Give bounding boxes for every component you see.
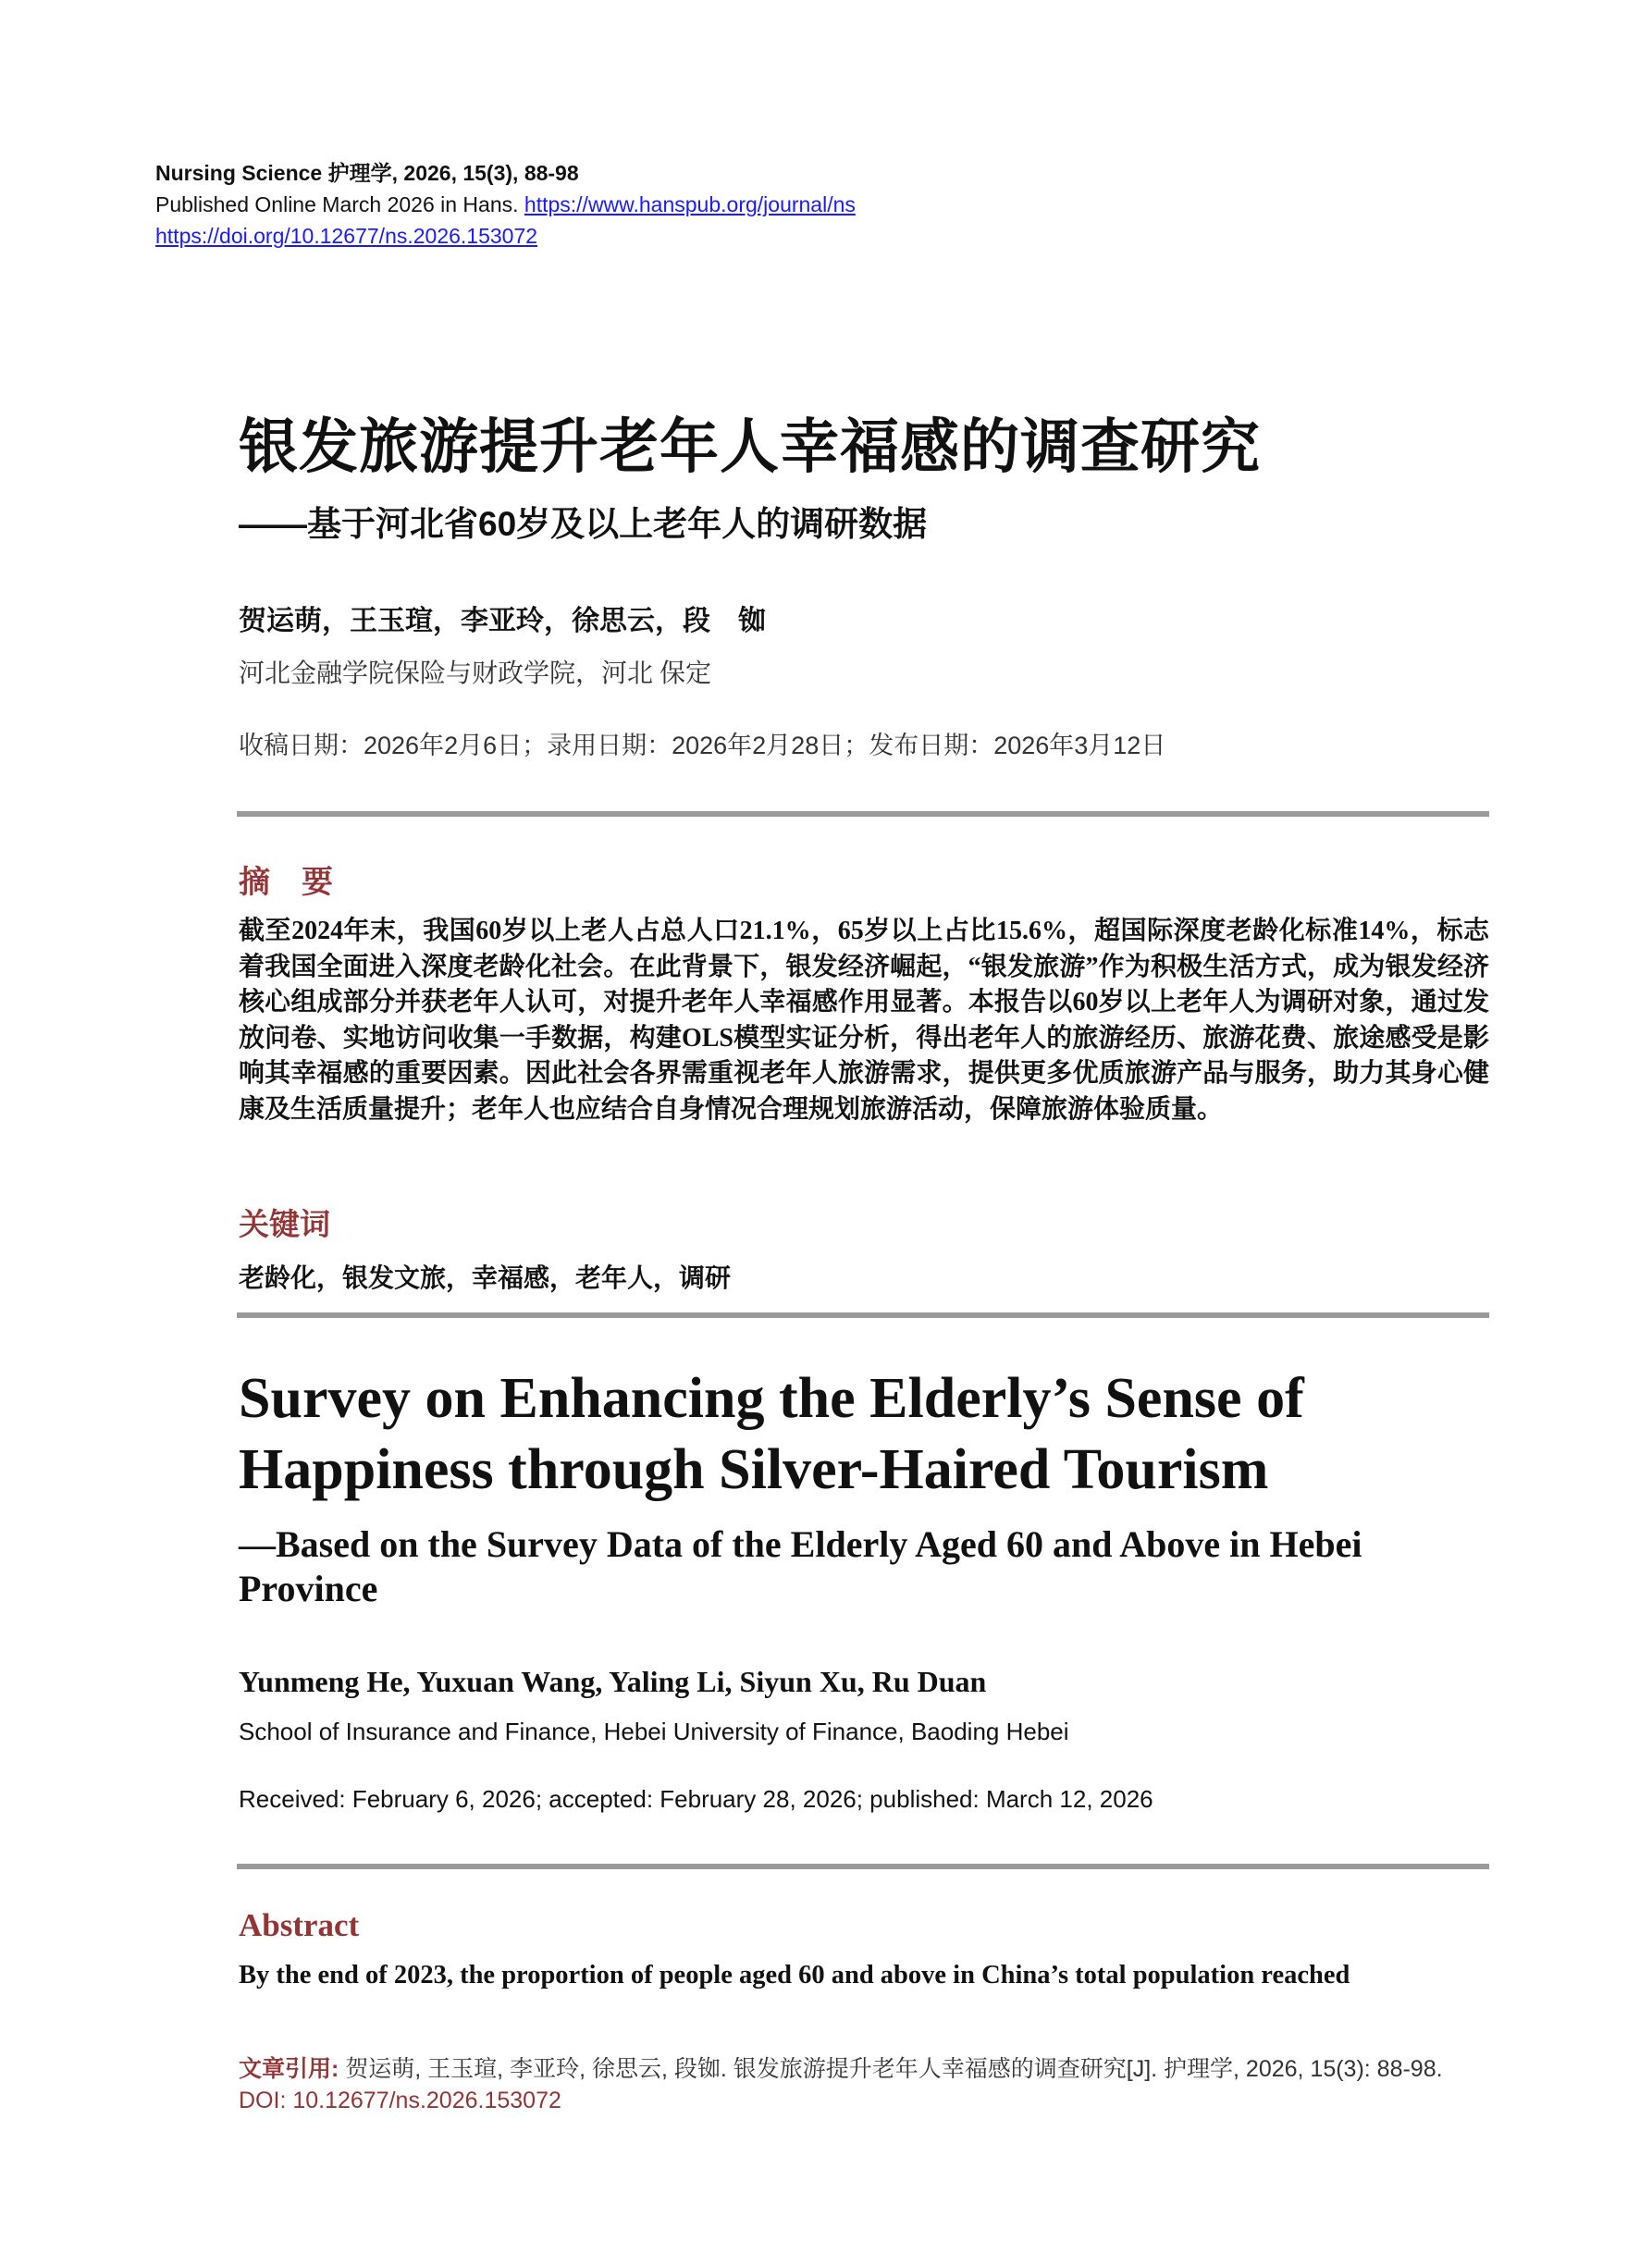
cn-abstract-heading: 摘 要: [239, 865, 333, 900]
en-abstract: By the end of 2023, the proportion of people aged 60 and above in China’s total population reached: [239, 1961, 1350, 1989]
en-authors: Yunmeng He, Yuxuan Wang, Yaling Li, Siyun Xu, Ru Duan: [239, 1665, 987, 1698]
en-affiliation: School of Insurance and Finance, Hebei University of Finance, Baoding Hebei: [239, 1718, 1069, 1745]
cn-title: 银发旅游提升老年人幸福感的调查研究: [239, 413, 1261, 480]
doi-link[interactable]: https://doi.org/10.12677/ns.2026.153072: [155, 224, 538, 248]
cn-keywords: 老龄化，银发文旅，幸福感，老年人，调研: [239, 1263, 732, 1292]
cn-dates: 收稿日期：2026年2月6日；录用日期：2026年2月28日；发布日期：2026年3月12日: [239, 732, 1166, 759]
divider: [237, 1312, 1489, 1318]
citation-label: 文章引用:: [239, 2056, 346, 2082]
citation-text: 贺运萌, 王玉瑄, 李亚玲, 徐思云, 段铷. 银发旅游提升老年人幸福感的调查研究[J]. 护理学, 2026, 15(3): 88-98.: [345, 2056, 1443, 2082]
citation: [239, 2053, 1489, 2116]
published-line: [155, 189, 856, 220]
journal-header: [155, 157, 856, 252]
en-dates: Received: February 6, 2026; accepted: February 28, 2026; published: March 12, 2026: [239, 1785, 1153, 1813]
en-abstract-heading: Abstract: [239, 1907, 360, 1943]
cn-affiliation: 河北金融学院保险与财政学院，河北 保定: [239, 659, 712, 688]
citation-doi[interactable]: DOI: 10.12677/ns.2026.153072: [239, 2088, 561, 2113]
en-subtitle: —Based on the Survey Data of the Elderly Aged 60 and Above in Hebei Province: [239, 1523, 1362, 1609]
divider: [237, 811, 1489, 817]
divider: [237, 1864, 1489, 1869]
journal-link[interactable]: https://www.hanspub.org/journal/ns: [524, 192, 856, 216]
cn-subtitle: ——基于河北省60岁及以上老年人的调研数据: [239, 505, 928, 543]
cn-abstract: 截至2024年末，我国60岁以上老人占总人口21.1%，65岁以上占比15.6%，超国际深度老龄化标准14%，标志着我国全面进入深度老龄化社会。在此背景下，银发经济崛起，“银发旅游”作为积极生活方式，成为银发经济核心组成部分并获老年人认可，对提升老年人幸福感作用显著。本报告以60岁以上老年人为调研对象，通过发放问卷、实地访问收集一手数据，构建OLS模型实证分析，得出老年人的旅游经历、旅游花费、旅途感受是影响其幸福感的重要因素。因此社会各界需重视老年人旅游需求，提供更多优质旅游产品与服务，助力其身心健康及生活质量提升；老年人也应结合自身情况合理规划旅游活动，保障旅游体验质量。: [239, 917, 1489, 1124]
cn-authors: 贺运萌，王玉瑄，李亚玲，徐思云，段 铷: [239, 606, 766, 636]
en-title: [239, 1363, 1489, 1506]
cn-keywords-heading: 关键词: [239, 1207, 330, 1241]
en-title-line: Happiness through Silver-Haired Tourism: [239, 1438, 1269, 1501]
published-text: Published Online March 2026 in Hans.: [155, 192, 524, 216]
journal-citation: Nursing Science 护理学, 2026, 15(3), 88-98: [155, 161, 579, 185]
en-title-line: Survey on Enhancing the Elderly’s Sense of: [239, 1367, 1304, 1430]
